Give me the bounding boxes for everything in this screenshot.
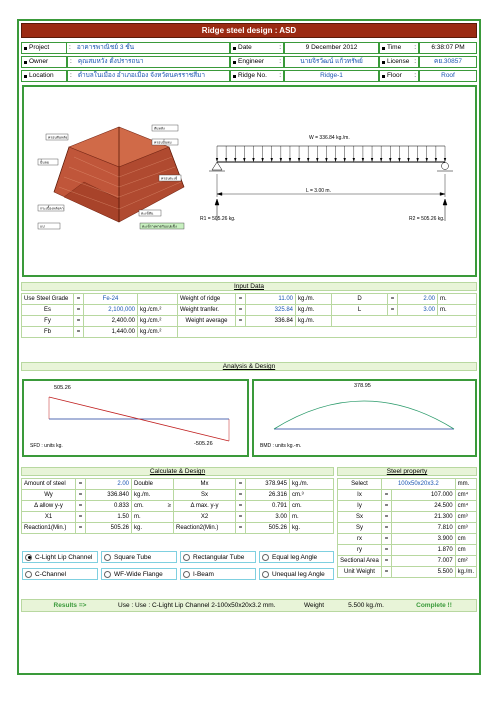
radio-icon <box>262 571 269 578</box>
radio-icon <box>183 571 190 578</box>
info-row-location <box>21 70 477 82</box>
steel-grade-value[interactable]: Fe-24 <box>84 294 138 305</box>
wy-unit: kg./m. <box>132 490 174 501</box>
roof-and-beam-diagram <box>24 87 475 275</box>
results-weight-value: 5.500 kg./m. <box>348 602 384 609</box>
rx-label: rx <box>338 534 382 545</box>
radio-icon <box>262 554 269 561</box>
roof-label-3: ครอบปั้นลม <box>154 140 172 145</box>
engineer-label: Engineer : <box>230 56 284 68</box>
load-arrow-head <box>426 158 428 162</box>
location-label: Location <box>21 70 67 82</box>
load-arrow-head <box>444 158 446 162</box>
load-arrow-head <box>435 158 437 162</box>
steel-property-header: Steel property <box>337 467 477 476</box>
floor-value[interactable]: Roof <box>419 70 477 82</box>
ry-unit: cm <box>455 545 476 556</box>
diagram-panel <box>22 85 477 277</box>
calc-row: X1 = 1.50 m. X2 = 3.00 m. <box>22 512 334 523</box>
iy-unit: cm⁴ <box>455 501 476 512</box>
area-unit: cm² <box>455 556 476 567</box>
equals-sign: = <box>236 294 246 305</box>
time-value: 6:38:07 PM <box>419 42 477 54</box>
fy-unit: kg./cm.² <box>138 316 178 327</box>
deflection-allow-value: 0.833 <box>86 501 132 512</box>
iy-label: Iy <box>338 501 382 512</box>
ridge-no-value[interactable]: Ridge-1 <box>284 70 379 82</box>
d-label: D <box>332 294 388 305</box>
reaction-r1-label: R1 = 505.26 kg. <box>200 216 236 222</box>
option-label: Square Tube <box>114 553 152 561</box>
option-label: C-Light Lip Channel <box>35 553 93 561</box>
steel-property-table <box>337 478 477 578</box>
section-select[interactable]: 100x50x20x3.2 <box>382 479 456 490</box>
area-value: 7.007 <box>392 556 456 567</box>
results-bar <box>21 599 477 612</box>
roof-label-2: สันหลัง <box>154 126 165 131</box>
reaction2-unit: kg. <box>290 523 334 534</box>
reaction1-label: Reaction1(Min.) <box>22 523 76 534</box>
load-arrow-head <box>298 158 300 162</box>
property-row: Sectional Area = 7.007 cm² <box>338 556 477 567</box>
radio-icon <box>25 571 32 578</box>
analysis-header: Analysis & Design <box>21 362 477 371</box>
date-value: 9 December 2012 <box>284 42 379 54</box>
right-support <box>437 163 453 172</box>
option-label: Equal leg Angle <box>272 553 318 561</box>
deflection-allow-unit: cm. <box>134 503 144 509</box>
results-use-text: Use : Use : C-Light Lip Channel 2-100x50x20x3.2 mm. <box>118 602 276 609</box>
time-label: Time : <box>379 42 419 54</box>
project-value[interactable]: : อาคารพาณิชย์ 3 ชั้น <box>67 42 230 54</box>
roof-label-5: กระเบื้องหลังคา <box>40 206 64 211</box>
deflection-max-label: Δ max. y-y <box>174 501 236 512</box>
ry-label: ry <box>338 545 382 556</box>
load-arrow-head <box>252 158 254 162</box>
option-rectangular-tube[interactable] <box>180 551 256 563</box>
input-data-table <box>21 293 477 338</box>
reaction2-label: Reaction2(Min.) <box>174 523 236 534</box>
sfd-max-label: 505.26 <box>54 385 71 391</box>
equals-sign: = <box>74 294 84 305</box>
load-arrow-head <box>289 158 291 162</box>
weight-ridge-unit: kg./m. <box>296 294 332 305</box>
license-value[interactable]: คย.30857 <box>419 56 477 68</box>
option-unequal-leg-angle[interactable] <box>259 568 334 580</box>
sy-label: Sy <box>338 523 382 534</box>
radio-icon <box>104 571 111 578</box>
sx-label: Sx <box>338 512 382 523</box>
fb-unit: kg./cm.² <box>138 327 178 338</box>
reaction1-unit: kg. <box>132 523 174 534</box>
roof-label-6: แป <box>40 224 45 229</box>
weight-ridge-label: Weight of ridge <box>178 294 236 305</box>
input-data-header: Input Data <box>21 282 477 291</box>
deflection-allow-label: Δ allow y-y <box>22 501 76 512</box>
equals-sign: = <box>388 305 398 316</box>
property-row: rx = 3.900 cm <box>338 534 477 545</box>
left-support <box>209 162 225 171</box>
radio-icon <box>104 554 111 561</box>
x2-label: X2 <box>174 512 236 523</box>
load-arrow-head <box>362 158 364 162</box>
bmd-caption: BMD : units kg.-m. <box>260 443 302 449</box>
property-row: ry = 1.870 cm <box>338 545 477 556</box>
mx-label: Mx <box>174 479 236 490</box>
roof-label-9: ตะเข้รางพาดรับแปแข็ง <box>142 224 177 229</box>
equals-sign: = <box>236 305 246 316</box>
equals-sign: = <box>74 305 84 316</box>
sfd-caption: SFD : units kg. <box>30 443 63 449</box>
input-row <box>22 305 477 316</box>
input-row <box>22 327 477 338</box>
option-label: WF-Wide Flange <box>114 570 163 578</box>
option-c-light-lip-channel[interactable] <box>22 551 98 563</box>
floor-label: Floor : <box>379 70 419 82</box>
sy-unit: cm³ <box>455 523 476 534</box>
load-arrow-head <box>261 158 263 162</box>
option-label: Unequal leg Angle <box>272 570 325 578</box>
info-row-project <box>21 42 477 54</box>
x1-value: 1.50 <box>86 512 132 523</box>
steel-grade-label: Use Steel Grade <box>22 294 74 305</box>
load-arrow-head <box>371 158 373 162</box>
page-title: Ridge steel design : ASD <box>21 23 477 38</box>
option-equal-leg-angle[interactable] <box>259 551 334 563</box>
ge-sign: ≥ <box>167 503 171 509</box>
weight-average-unit: kg./m. <box>296 316 332 327</box>
calc-row: Δ allow y-y = 0.833 cm. ≥ Δ max. y-y = 0.791 cm. <box>22 501 334 512</box>
unit-weight-unit: kg./m. <box>455 567 476 578</box>
area-label: Sectional Area <box>338 556 382 567</box>
calc-table <box>21 478 334 534</box>
d-unit: m. <box>438 294 477 305</box>
radio-selected-icon <box>25 554 32 561</box>
option-c-channel[interactable] <box>22 568 98 580</box>
span-label: L = 3.00 m. <box>306 188 331 194</box>
weight-transfer-unit: kg./m. <box>296 305 332 316</box>
load-arrow-head <box>353 158 355 162</box>
calc-header: Calculate & Design <box>21 467 334 476</box>
roof-label-8: ตะเข้สัน <box>141 211 154 216</box>
load-arrow-head <box>416 158 418 162</box>
license-label: License : <box>379 56 419 68</box>
load-arrow-head <box>307 158 309 162</box>
mx-value: 378.945 <box>246 479 290 490</box>
equals-sign: = <box>74 327 84 338</box>
property-row: Unit Weight = 5.500 kg./m. <box>338 567 477 578</box>
results-weight-label: Weight <box>304 602 325 609</box>
sx-req-unit: cm.³ <box>290 490 334 501</box>
load-arrow-head <box>234 158 236 162</box>
equals-sign: = <box>74 316 84 327</box>
sx-unit: cm³ <box>455 512 476 523</box>
weight-average-label: Weight average <box>178 316 236 327</box>
property-row: Sx = 21.300 cm³ <box>338 512 477 523</box>
sx-req-label: Sx <box>174 490 236 501</box>
load-arrow-head <box>243 158 245 162</box>
date-label: Date : <box>230 42 284 54</box>
weight-transfer-value[interactable]: 325.84 <box>246 305 296 316</box>
option-label: C-Channel <box>35 570 67 578</box>
roof-label-1: ครอบสันหลัง <box>48 135 68 140</box>
sfd-min-label: -505.26 <box>194 441 213 447</box>
amount-steel-value[interactable]: 2.00 <box>86 479 132 490</box>
load-label: W = 336.84 kg./m. <box>309 135 350 141</box>
load-arrow-head <box>316 158 318 162</box>
fb-value: 1,440.00 <box>84 327 138 338</box>
sfd-panel <box>22 379 249 457</box>
equals-sign: = <box>236 316 246 327</box>
input-row <box>22 294 477 305</box>
es-label: Es <box>22 305 74 316</box>
fy-label: Fy <box>22 316 74 327</box>
reaction2-value: 505.26 <box>246 523 290 534</box>
x2-unit: m. <box>290 512 334 523</box>
weight-ridge-value[interactable]: 11.00 <box>246 294 296 305</box>
x2-value: 3.00 <box>246 512 290 523</box>
load-arrow-head <box>380 158 382 162</box>
info-row-owner <box>21 56 477 68</box>
ix-unit: cm⁴ <box>455 490 476 501</box>
bmd-max-label: 378.95 <box>354 383 371 389</box>
select-unit: mm. <box>455 479 476 490</box>
load-arrow-head <box>398 158 400 162</box>
owner-value[interactable]: : คุณสมหวัง ตั้งปรารถนา <box>67 56 230 68</box>
unit-weight-label: Unit Weight <box>338 567 382 578</box>
owner-label: Owner <box>21 56 67 68</box>
results-status: Complete !! <box>416 602 452 609</box>
option-wf-wide-flange[interactable] <box>101 568 177 580</box>
calc-row: Amount of steel = 2.00 Double Mx = 378.945 kg./m. <box>22 479 334 490</box>
select-label: Select <box>338 479 382 490</box>
l-unit: m. <box>438 305 477 316</box>
property-row <box>338 479 477 490</box>
calc-row: Reaction1(Min.) = 505.26 kg. Reaction2(Min.) = 505.26 kg. <box>22 523 334 534</box>
load-arrow-head <box>343 158 345 162</box>
equals-sign: = <box>388 294 398 305</box>
load-arrow-head <box>280 158 282 162</box>
x1-label: X1 <box>22 512 76 523</box>
wy-value: 336.840 <box>86 490 132 501</box>
rx-unit: cm <box>455 534 476 545</box>
fb-label: Fb <box>22 327 74 338</box>
radio-icon <box>183 554 190 561</box>
load-arrow-head <box>271 158 273 162</box>
sx-req-value: 26.316 <box>246 490 290 501</box>
amount-steel-unit: Double <box>132 479 174 490</box>
project-label: Project <box>21 42 67 54</box>
load-arrow-head <box>325 158 327 162</box>
reaction1-value: 505.26 <box>86 523 132 534</box>
location-value[interactable]: : ตำบลในเมือง อำเภอเมือง จังหวัดนครราชสีมา <box>67 70 230 82</box>
engineer-value[interactable]: นายจิรวัฒน์ แก้วทรัพย์ <box>284 56 379 68</box>
load-arrow-head <box>225 158 227 162</box>
property-row: Iy = 24.500 cm⁴ <box>338 501 477 512</box>
ridge-no-label: Ridge No. : <box>230 70 284 82</box>
weight-average-value: 336.84 <box>246 316 296 327</box>
option-square-tube[interactable] <box>101 551 177 563</box>
fy-value: 2,400.00 <box>84 316 138 327</box>
amount-steel-label: Amount of steel <box>22 479 76 490</box>
x1-unit: m. <box>132 512 174 523</box>
d-value[interactable]: 2.00 <box>398 294 438 305</box>
reaction-r2-label: R2 = 505.26 kg. <box>409 216 445 222</box>
option-label: I-Beam <box>193 570 214 578</box>
deflection-max-unit: cm. <box>290 501 334 512</box>
load-arrow-head <box>407 158 409 162</box>
roof-label-7: ครอบตะเข้ <box>161 176 178 181</box>
deflection-max-value: 0.791 <box>246 501 290 512</box>
ix-value: 107.000 <box>392 490 456 501</box>
weight-transfer-label: Weight tranfer. <box>178 305 236 316</box>
es-unit: kg./cm.² <box>138 305 178 316</box>
distributed-load-arrows <box>216 146 446 162</box>
sy-value: 7.810 <box>392 523 456 534</box>
load-arrow-head <box>334 158 336 162</box>
load-arrow-head <box>389 158 391 162</box>
ix-label: Ix <box>338 490 382 501</box>
property-row: Sy = 7.810 cm³ <box>338 523 477 534</box>
wy-label: Wy <box>22 490 76 501</box>
property-row: Ix = 107.000 cm⁴ <box>338 490 477 501</box>
option-label: Rectangular Tube <box>193 553 245 561</box>
iy-value: 24.500 <box>392 501 456 512</box>
mx-unit: kg./m. <box>290 479 334 490</box>
report-sheet <box>17 19 481 675</box>
l-label: L <box>332 305 388 316</box>
bmd-panel <box>252 379 477 457</box>
roof-label-4: ปั้นลม <box>40 160 50 165</box>
ry-value: 1.870 <box>392 545 456 556</box>
l-value[interactable]: 3.00 <box>398 305 438 316</box>
option-i-beam[interactable] <box>180 568 256 580</box>
input-row <box>22 316 477 327</box>
load-arrow-head <box>216 158 218 162</box>
rx-value: 3.900 <box>392 534 456 545</box>
unit-weight-value: 5.500 <box>392 567 456 578</box>
es-value[interactable]: 2,100,000 <box>84 305 138 316</box>
results-label: Results => <box>53 602 87 609</box>
calc-row: Wy = 336.840 kg./m. Sx = 26.316 cm.³ <box>22 490 334 501</box>
beam-diagram <box>217 146 445 162</box>
sx-value: 21.300 <box>392 512 456 523</box>
